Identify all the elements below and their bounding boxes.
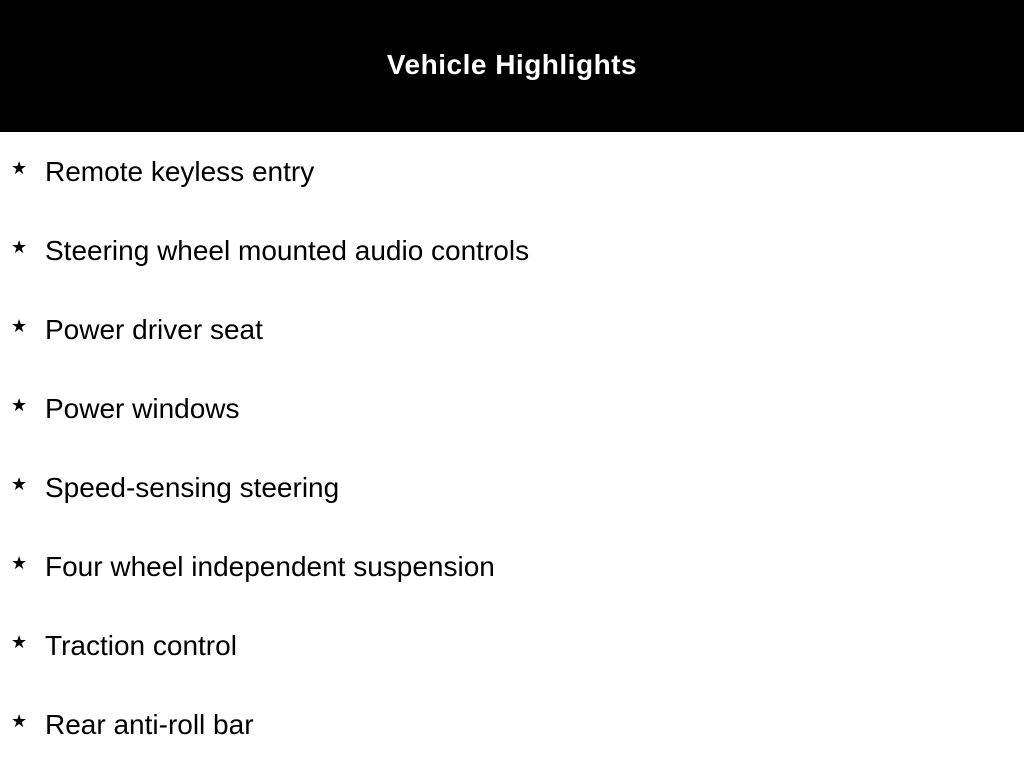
highlights-list — [0, 132, 1024, 764]
page-title: Vehicle Highlights — [386, 49, 638, 80]
highlight-label: Rear anti-roll bar — [45, 709, 254, 740]
highlight-label: Power windows — [45, 393, 240, 424]
highlight-label: Power driver seat — [45, 314, 263, 345]
list-item — [0, 527, 1024, 606]
list-item — [0, 132, 1024, 211]
star-icon: ★ — [11, 395, 28, 416]
star-icon: ★ — [11, 158, 28, 179]
highlight-label: Remote keyless entry — [45, 156, 315, 187]
list-item — [0, 685, 1024, 764]
list-item — [0, 606, 1024, 685]
star-icon: ★ — [11, 474, 28, 495]
star-icon: ★ — [11, 711, 28, 732]
star-icon: ★ — [11, 632, 28, 653]
highlight-label: Speed-sensing steering — [45, 472, 340, 503]
highlight-label: Four wheel independent suspension — [45, 551, 495, 582]
highlight-label: Steering wheel mounted audio controls — [45, 235, 530, 266]
star-icon: ★ — [11, 237, 28, 258]
list-item — [0, 290, 1024, 369]
list-item — [0, 448, 1024, 527]
header-banner — [0, 0, 1024, 132]
list-item — [0, 369, 1024, 448]
highlight-label: Traction control — [45, 630, 237, 661]
star-icon: ★ — [11, 553, 28, 574]
list-item — [0, 211, 1024, 290]
star-icon: ★ — [11, 316, 28, 337]
